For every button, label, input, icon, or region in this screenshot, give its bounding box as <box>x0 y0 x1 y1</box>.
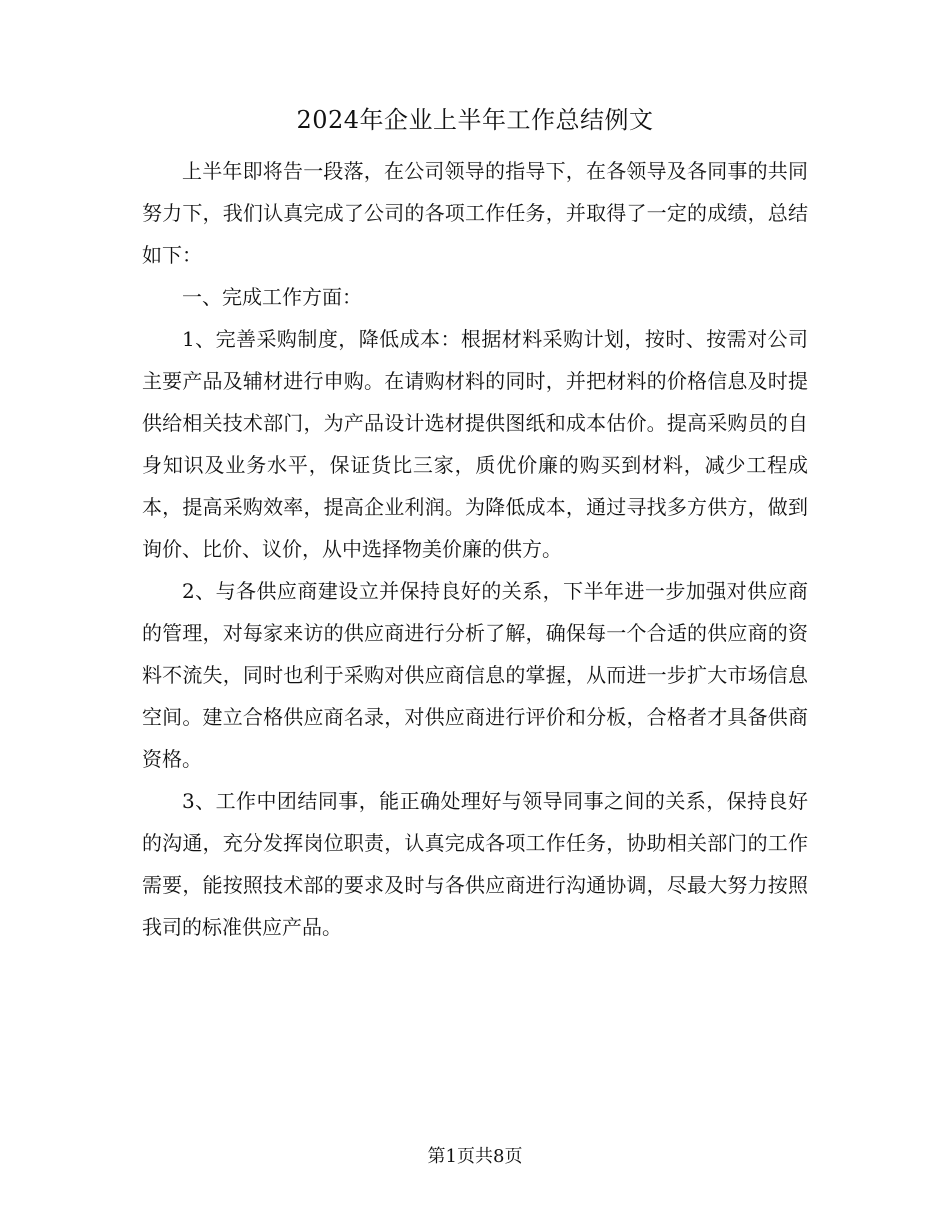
document-title: 2024年企业上半年工作总结例文 <box>296 106 654 134</box>
paragraph-item-1: 1、完善采购制度，降低成本：根据材料采购计划，按时、按需对公司主要产品及辅材进行申购。在请购材料的同时，并把材料的价格信息及时提供给相关技术部门，为产品设计选材提供图纸和成本估价。提高采购员的自身知识及业务水平，保证货比三家，质优价廉的购买到材料，减少工程成本，提高采购效率，提高企业利润。为降低成本，通过寻找多方供方，做到询价、比价、议价，从中选择物美价廉的供方。 <box>142 327 808 561</box>
paragraph-intro: 上半年即将告一段落，在公司领导的指导下，在各领导及各同事的共同努力下，我们认真完成了公司的各项工作任务，并取得了一定的成绩，总结如下： <box>142 159 808 267</box>
paragraph-item-3: 3、工作中团结同事，能正确处理好与领导同事之间的关系，保持良好的沟通，充分发挥岗位职责，认真完成各项工作任务，协助相关部门的工作需要，能按照技术部的要求及时与各供应商进行沟通协调，尽最大努力按照我司的标准供应产品。 <box>142 789 808 939</box>
paragraph-section-heading: 一、完成工作方面： <box>182 285 362 309</box>
document-body <box>142 150 808 948</box>
page-number-footer: 第1页共8页 <box>427 1146 523 1167</box>
paragraph-item-2: 2、与各供应商建设立并保持良好的关系，下半年进一步加强对供应商的管理，对每家来访的供应商进行分析了解，确保每一个合适的供应商的资料不流失，同时也利于采购对供应商信息的掌握，从而进一步扩大市场信息空间。建立合格供应商名录，对供应商进行评价和分板，合格者才具备供商资格。 <box>142 579 808 771</box>
